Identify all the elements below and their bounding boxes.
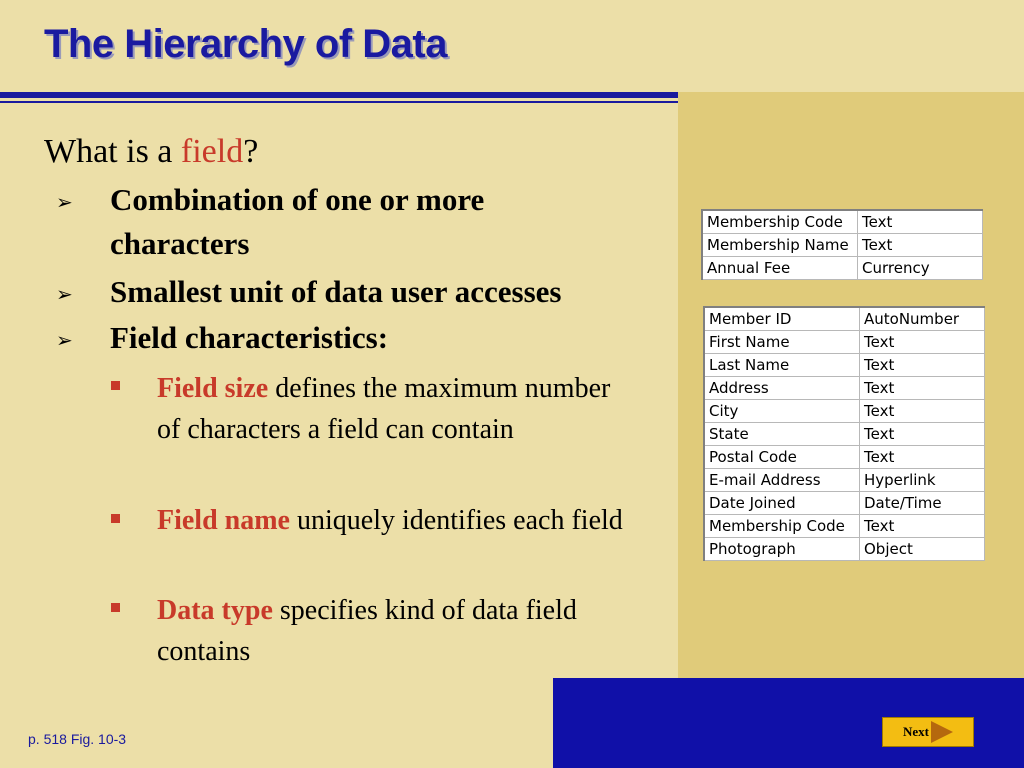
title-rule-thin [0, 101, 678, 103]
table-row [704, 446, 985, 469]
bullet-text: characters [110, 226, 250, 261]
data-type-cell: Date/Time [860, 492, 985, 515]
field-name-cell: Last Name [704, 354, 860, 377]
data-type-cell: Text [860, 423, 985, 446]
sub-bullet-item [157, 368, 617, 450]
data-type-cell: Text [860, 331, 985, 354]
sub-bullet-text: defines the maximum number of characters a field can contain [157, 373, 611, 445]
bullet-text: Combination of one or more [110, 182, 485, 217]
slide-title: The Hierarchy of Data [44, 22, 447, 66]
field-name-cell: First Name [704, 331, 860, 354]
next-button[interactable] [882, 717, 974, 747]
data-type-cell: Text [860, 515, 985, 538]
table-row [704, 354, 985, 377]
bullet-item [110, 270, 561, 314]
page-reference: p. 518 Fig. 10-3 [28, 731, 127, 747]
table-row [704, 515, 985, 538]
table-row [704, 538, 985, 561]
table-row [704, 423, 985, 446]
arrow-bullet-icon: ➢ [56, 328, 73, 352]
sub-bullet-highlight: Field name [157, 505, 290, 536]
data-type-cell: Text [860, 400, 985, 423]
table-row [702, 210, 983, 234]
question-highlight: field [180, 133, 244, 170]
question-suffix: ? [243, 133, 259, 170]
data-type-cell: Text [860, 377, 985, 400]
field-name-cell: Photograph [704, 538, 860, 561]
data-type-cell: Text [860, 354, 985, 377]
table-row [704, 307, 985, 331]
sub-bullet-text: specifies kind of data field contains [157, 595, 577, 667]
member-fields-table [703, 306, 985, 561]
square-bullet-icon [111, 603, 120, 612]
title-rule-thick [0, 92, 678, 98]
sub-bullet-item [157, 500, 667, 541]
question-heading [44, 133, 258, 171]
arrow-bullet-icon: ➢ [56, 190, 73, 214]
table-row [702, 234, 983, 257]
field-name-cell: City [704, 400, 860, 423]
data-type-cell: Text [860, 446, 985, 469]
question-prefix: What is a [44, 133, 181, 170]
field-name-cell: Membership Code [702, 210, 858, 234]
data-type-cell: AutoNumber [860, 307, 985, 331]
arrow-bullet-icon: ➢ [56, 282, 73, 306]
table-row [704, 331, 985, 354]
square-bullet-icon [111, 514, 120, 523]
field-name-cell: E-mail Address [704, 469, 860, 492]
field-name-cell: Postal Code [704, 446, 860, 469]
data-type-cell: Currency [858, 257, 983, 280]
data-type-cell: Text [858, 210, 983, 234]
sub-bullet-highlight: Data type [157, 595, 273, 626]
data-type-cell: Hyperlink [860, 469, 985, 492]
field-name-cell: State [704, 423, 860, 446]
table-row [704, 469, 985, 492]
field-name-cell: Membership Code [704, 515, 860, 538]
bullet-item [110, 178, 484, 266]
field-name-cell: Date Joined [704, 492, 860, 515]
field-name-cell: Annual Fee [702, 257, 858, 280]
data-type-cell: Object [860, 538, 985, 561]
table-row [702, 257, 983, 280]
next-button-label: Next [903, 724, 929, 739]
table-row [704, 492, 985, 515]
membership-table [701, 209, 983, 280]
table-row [704, 400, 985, 423]
sub-bullet-highlight: Field size [157, 373, 269, 404]
bullet-text: Smallest unit of data user accesses [110, 274, 562, 309]
field-name-cell: Address [704, 377, 860, 400]
next-arrow-icon [931, 721, 953, 743]
table-row [704, 377, 985, 400]
field-name-cell: Membership Name [702, 234, 858, 257]
square-bullet-icon [111, 381, 120, 390]
bullet-item [110, 316, 388, 360]
data-type-cell: Text [858, 234, 983, 257]
bullet-text: Field characteristics: [110, 320, 389, 355]
sub-bullet-item [157, 590, 672, 672]
sub-bullet-text: uniquely identifies each field [290, 505, 623, 536]
field-name-cell: Member ID [704, 307, 860, 331]
